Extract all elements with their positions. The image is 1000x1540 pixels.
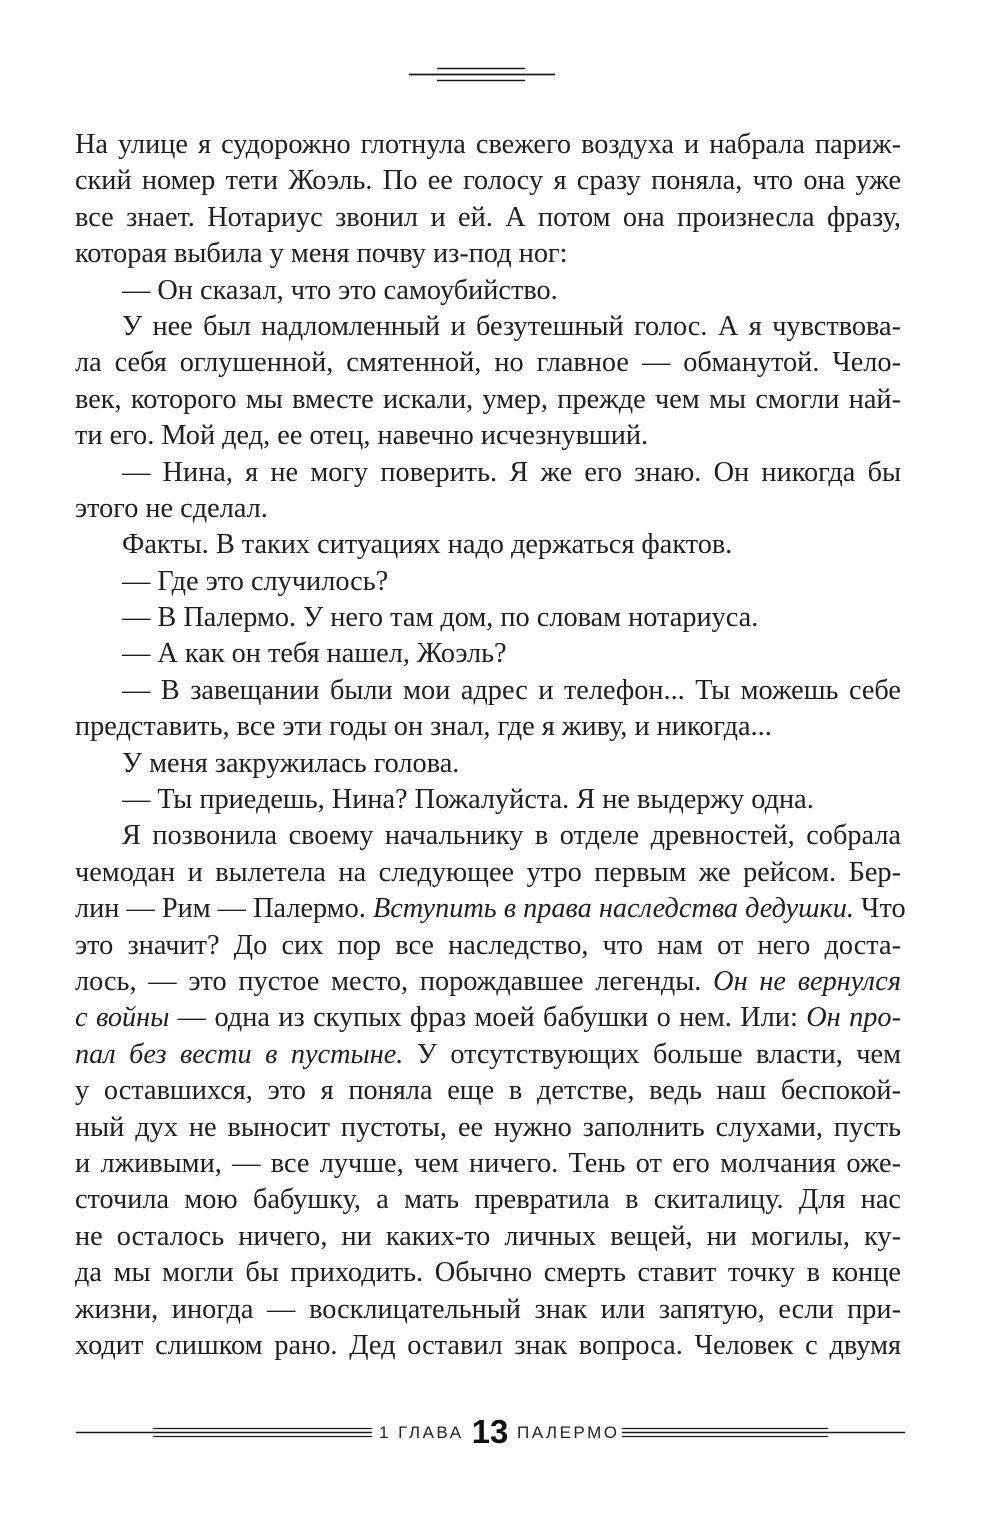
text-line bbox=[75, 1037, 901, 1073]
text-line: — А как он тебя нашел, Жоэль? bbox=[122, 638, 507, 670]
text-line bbox=[75, 891, 906, 927]
running-footer bbox=[0, 1410, 1000, 1460]
text-line: — В Палермо. У него там дом, по словам нотариуса. bbox=[122, 602, 759, 634]
text-line: которая выбила у меня почву из-под ног: bbox=[75, 238, 568, 270]
italic-text: Вступить в права наследства дедушки. bbox=[372, 893, 854, 925]
italic-text: Он про- bbox=[806, 1002, 901, 1034]
text-run: У отсутствующих больше власти, чем bbox=[403, 1038, 901, 1070]
italic-text: Он не вернулся bbox=[713, 965, 901, 997]
text-line: Я позвонила своему начальнику в отделе древностей, собрала bbox=[122, 820, 901, 852]
chapter-label: 1 ГЛАВА bbox=[379, 1423, 464, 1442]
text-line: и лживыми, — все лучше, чем ничего. Тень от его молчания оже- bbox=[75, 1147, 901, 1179]
text-line: этого не сделал. bbox=[75, 492, 268, 524]
text-run: — одна из скупых фраз моей бабушки о нем. Или: bbox=[169, 1002, 807, 1034]
text-line: сточила мою бабушку, а мать превратила в скиталицу. Для нас bbox=[75, 1184, 901, 1216]
text-line: не осталось ничего, ни каких-то личных вещей, ни могилы, ку- bbox=[75, 1220, 901, 1252]
text-line: Факты. В таких ситуациях надо держаться фактов. bbox=[122, 529, 733, 561]
top-ornament bbox=[0, 0, 1000, 100]
text-line: ла себя оглушенной, смятенной, но главное — обманутой. Чело- bbox=[75, 347, 901, 379]
text-line: ский номер тети Жоэль. По ее голосу я сразу поняла, что она уже bbox=[75, 165, 901, 197]
text-line: На улице я судорожно глотнула свежего воздуха и набрала париж- bbox=[75, 129, 901, 160]
body-text bbox=[75, 127, 906, 1364]
text-line: — В завещании были мои адрес и телефон... Ты можешь себе bbox=[122, 674, 901, 706]
text-line: все знает. Нотариус звонил и ей. А потом она произнесла фразу, bbox=[75, 201, 901, 233]
text-line bbox=[75, 1000, 901, 1036]
text-run: лось, — это пустое место, порождавшее легенды. bbox=[75, 965, 714, 997]
text-line: — Он сказал, что это самоубийство. bbox=[122, 274, 558, 306]
text-line: жизни, иногда — восклицательный знак или запятую, если при- bbox=[75, 1293, 901, 1325]
text-line: чемодан и вылетела на следующее утро первым же рейсом. Бер- bbox=[75, 856, 901, 888]
text-line: У нее был надломленный и безутешный голос. А я чувствова- bbox=[122, 310, 901, 342]
text-line: — Где это случилось? bbox=[122, 565, 389, 597]
text-line: у оставшихся, это я поняла еще в детстве, ведь наш беспокой- bbox=[75, 1075, 901, 1107]
text-line: ходит слишком рано. Дед оставил знак вопроса. Человек с двумя bbox=[75, 1329, 901, 1361]
text-line: У меня закружилась голова. bbox=[122, 747, 460, 779]
italic-text: с войны bbox=[75, 1002, 170, 1034]
text-line: представить, все эти годы он знал, где я живу, и никогда... bbox=[75, 711, 772, 743]
page-number: 13 bbox=[471, 1413, 509, 1450]
text-run: Что bbox=[853, 893, 906, 925]
text-line bbox=[75, 964, 901, 1000]
text-line: ный дух не выносит пустоты, ее нужно заполнить слухами, пусть bbox=[75, 1111, 901, 1143]
text-line: — Ты приедешь, Нина? Пожалуйста. Я не выдержу одна. bbox=[122, 784, 814, 816]
text-line: да мы могли бы приходить. Обычно смерть ставит точку в конце bbox=[75, 1257, 901, 1289]
text-line: ти его. Мой дед, ее отец, навечно исчезнувший. bbox=[75, 420, 649, 452]
section-label: ПАЛЕРМО bbox=[517, 1423, 620, 1442]
text-line: век, которого мы вместе искали, умер, прежде чем мы смогли най- bbox=[75, 383, 901, 415]
text-run: лин — Рим — Палермо. bbox=[75, 893, 373, 925]
italic-text: пал без вести в пустыне. bbox=[75, 1038, 404, 1070]
text-line: — Нина, я не могу поверить. Я же его знаю. Он никогда бы bbox=[122, 456, 901, 488]
text-line: это значит? До сих пор все наследство, что нам от него доста- bbox=[75, 929, 901, 961]
